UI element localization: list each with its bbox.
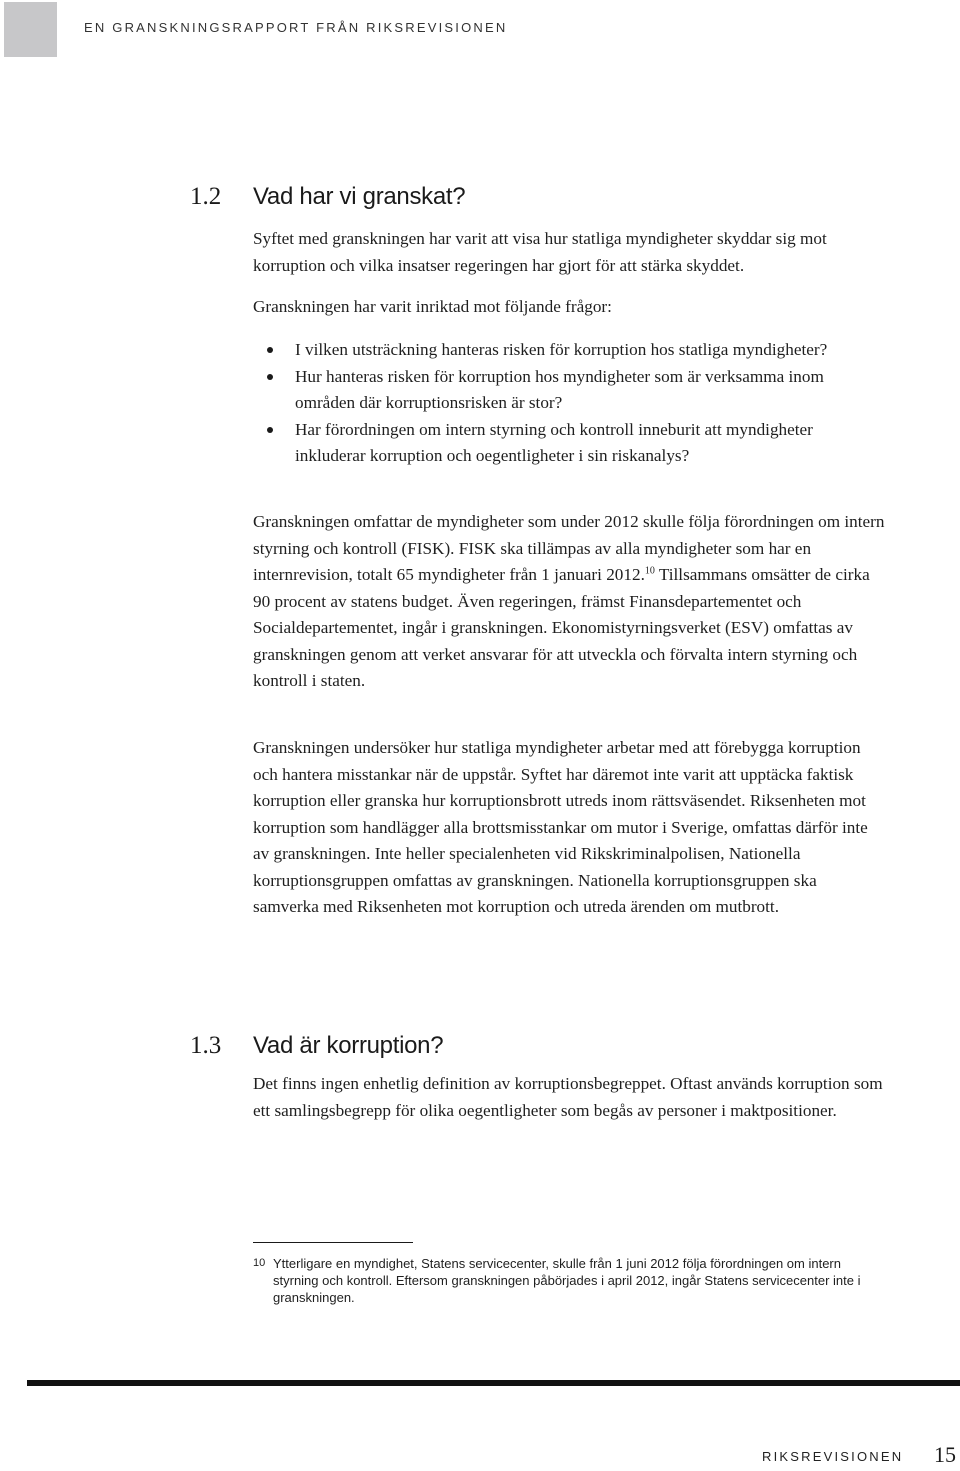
footnote-text: Ytterligare en myndighet, Statens servicecenter, skulle från 1 juni 2012 följa förordningen om intern styrning och kontroll. Eftersom granskningen påbörjades i april 2012, ingår Statens servicecenter inte i granskningen. [273,1256,861,1305]
footnote-divider [253,1242,413,1243]
running-header: EN GRANSKNINGSRAPPORT FRÅN RIKSREVISIONEN [84,20,508,35]
footnote [253,1255,873,1306]
footnote-reference[interactable]: 10 [644,565,655,577]
list-item [253,337,885,364]
questions-list [253,337,885,470]
page-number: 15 [934,1442,956,1467]
bullet-icon [267,374,273,380]
definition-paragraph: Det finns ingen enhetlig definition av korruptionsbegreppet. Oftast används korruption som ett samlingsbegrepp för olika oegentligheter som begås av personer i maktpositioner. [253,1074,883,1120]
list-item-text: Hur hanteras risken för korruption hos myndigheter som är verksamma inom områden där korruptionsrisken är stor? [295,366,824,412]
scope-text-part-1: Granskningen omfattar de myndigheter som under 2012 skulle följa förordningen om intern styrning och kontroll (FISK). FISK ska tillämpas av alla myndigheter som har en internrevision, totalt 65 myndigheter från 1 januari 2012. [253,512,885,584]
definition-paragraph-block [253,1071,885,1124]
list-item [253,364,885,417]
focus-paragraph-block [253,735,885,921]
section-number: 1.3 [190,1032,222,1059]
bullet-icon [267,347,273,353]
intro-paragraph: Syftet med granskningen har varit att visa hur statliga myndigheter skyddar sig mot korruption och vilka insatser regeringen har gjort för att stärka skyddet. [253,229,827,275]
focus-paragraph: Granskningen undersöker hur statliga myndigheter arbetar med att förebygga korruption och hantera misstankar när de uppstår. Syftet har däremot inte varit att upptäcka faktisk korruption eller granska hur korruptionsbrott utreds inom rättsväsendet. Riksenheten mot korruption som handlägger alla brottsmisstankar om mutor i Sverige, omfattas därför inte av granskningen. Inte heller specialenheten vid Rikskriminalpolisen, Nationella korruptionsgruppen omfattas av granskningen. Nationella korruptionsgruppen ska samverka med Riksenheten mot korruption och utreda ärenden om mutbrott. [253,738,868,916]
list-item [253,417,885,470]
bullet-icon [267,427,273,433]
section-title: Vad har vi granskat? [253,183,466,210]
questions-lead: Granskningen har varit inriktad mot följande frågor: [253,297,612,316]
questions-lead-block [253,294,885,321]
footnote-number: 10 [253,1257,266,1269]
intro-paragraph-block [253,226,885,279]
footer-rule [27,1380,960,1386]
corner-color-block [4,2,57,57]
list-item-text: I vilken utsträckning hanteras risken för korruption hos statliga myndigheter? [295,340,828,359]
scope-text-part-2: Tillsammans omsätter de cirka 90 procent av statens budget. Även regeringen, främst Finansdepartementet och Socialdepartementet, ingår i granskningen. Ekonomistyrningsverket (ESV) omfattas av granskningen genom att verket ansvarar för att utveckla och förvalta intern styrning och kontroll i staten. [253,565,870,690]
section-title: Vad är korruption? [253,1032,444,1059]
scope-paragraph-block [253,509,885,695]
list-item-text: Har förordningen om intern styrning och kontroll inneburit att myndigheter inkluderar korruption och oegentligheter i sin riskanalys? [295,419,813,465]
section-number: 1.2 [190,183,222,210]
footer-publisher: RIKSREVISIONEN [762,1449,904,1464]
scope-paragraph [253,509,885,695]
